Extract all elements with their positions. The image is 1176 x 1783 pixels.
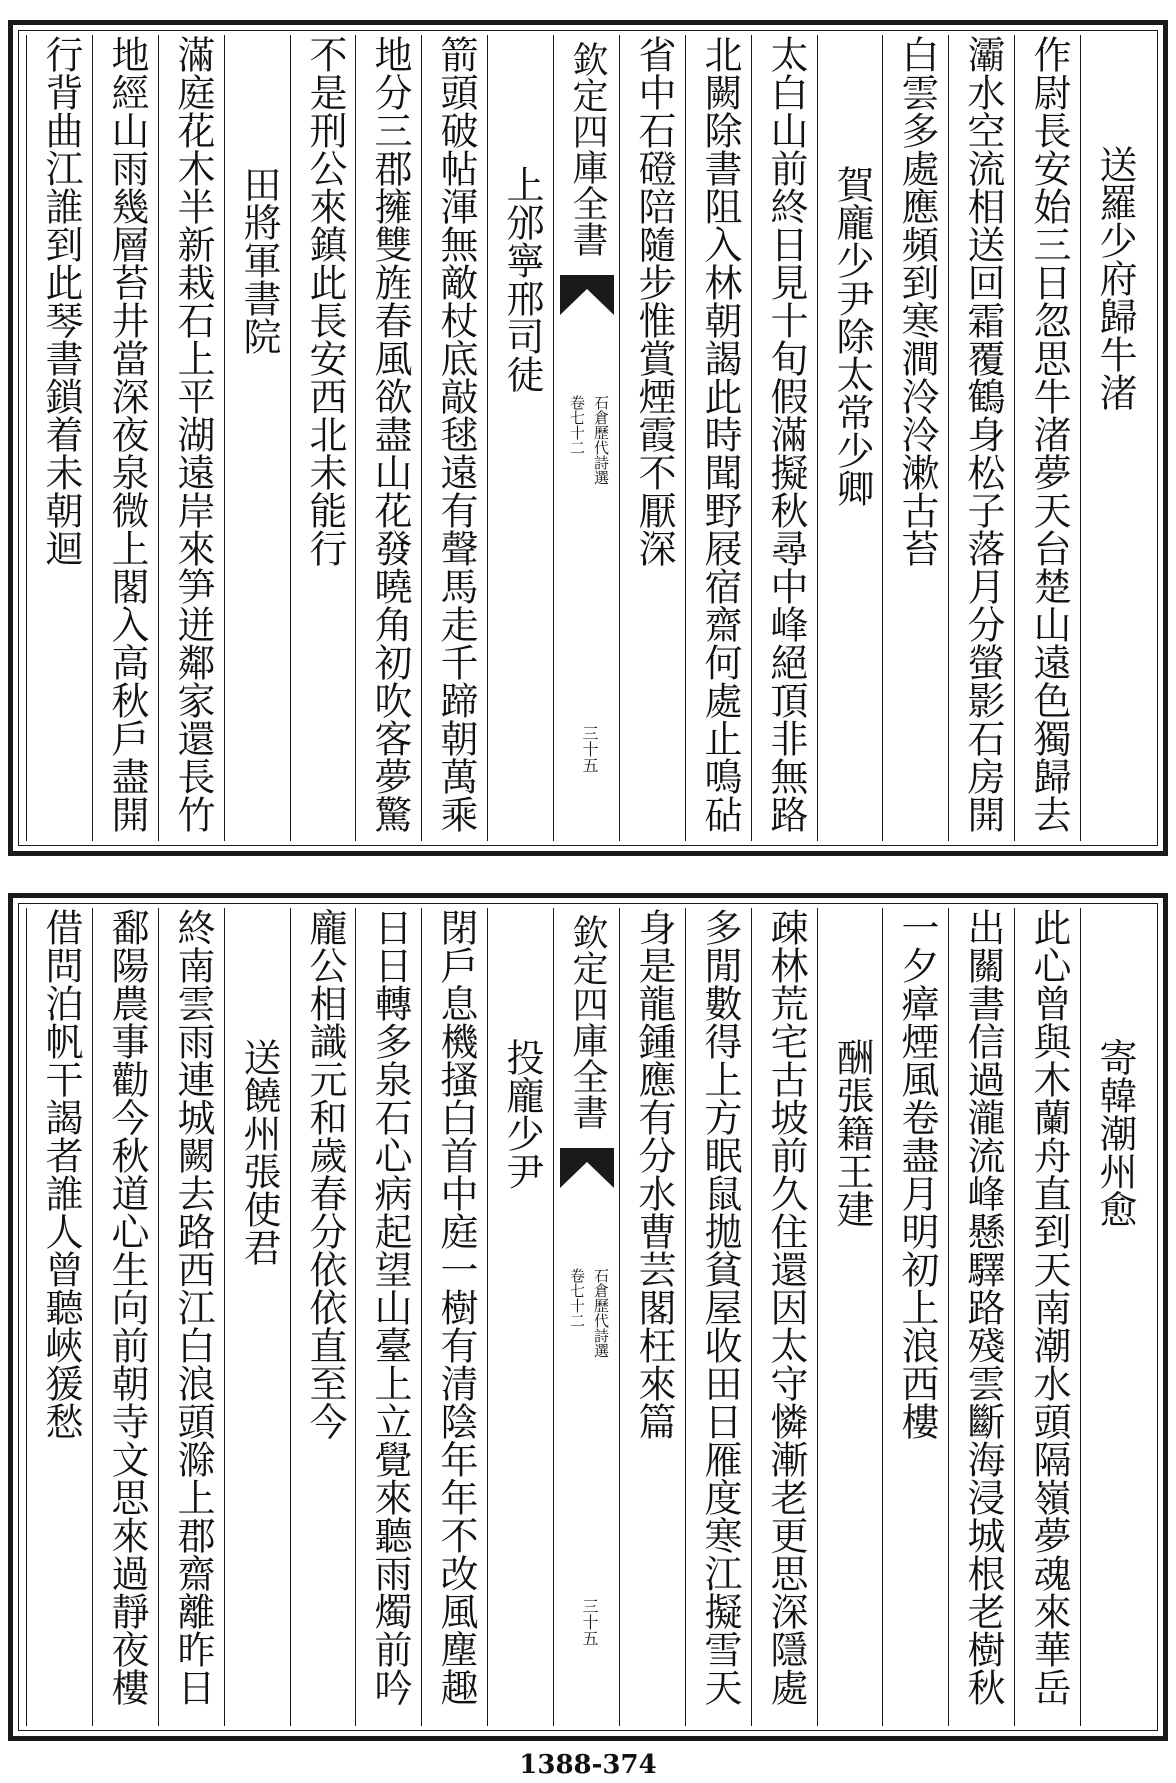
strip-volume: 卷七十二 [568,1268,586,1328]
poem-line: 灞水空流相送回霜覆鶴身松子落月分螢影石房開 [961,35,1005,833]
poem-title: 賀龐少尹除太常少卿 [830,165,874,507]
poem-line: 龐公相識元和歲春分依依直至今 [303,908,347,1440]
poem-line: 太白山前終日見十旬假滿擬秋尋中峰絕頂非無路 [764,35,808,833]
poem-line: 作尉長安始三日忽思牛渚夢天台楚山遠色獨歸去 [1027,35,1071,833]
poem-line: 白雲多處應頻到寒澗泠泠漱古苔 [895,35,939,567]
top-page [8,20,1168,856]
poem-line: 出關書信過瀧流峰懸驛路殘雲斷海浸城根老樹秋 [961,908,1005,1706]
footer-page-number: 1388-374 [519,1750,657,1780]
poem-line: 省中石磴陪隨步惟賞煙霞不厭深 [632,35,676,567]
strip-title: 欽定四庫全書 [567,41,608,257]
poem-line: 借問泊帆干謁者誰人曾聽峽猨愁 [39,908,83,1440]
poem-line: 身是龍鍾應有分水曹芸閣枉來篇 [632,908,676,1440]
strip-book-name: 石倉歷代詩選 [592,1268,610,1358]
poem-line: 地分三郡擁雙旌春風欲盡山花發曉角初吹客夢驚 [368,35,412,833]
fish-tail-mark-icon [560,275,614,315]
poem-line: 鄱陽農事勸今秋道心生向前朝寺文思來過靜夜樓 [105,908,149,1706]
strip-book-name: 石倉歷代詩選 [592,395,610,485]
poem-line: 北闕除書阻入林朝謁此時聞野屐宿齋何處止鳴砧 [698,35,742,833]
center-strip [556,908,620,1726]
poem-line: 疎林荒宅古坡前久住還因太守憐漸老更思深隱處 [764,908,808,1706]
poem-line: 行背曲江誰到此琴書鎖着未朝迴 [39,35,83,567]
center-strip [556,35,620,841]
poem-line: 一夕瘴煙風卷盡月明初上浪西樓 [895,908,939,1440]
poem-line: 地經山雨幾層苔井當深夜泉微上閣入高秋戶盡開 [105,35,149,833]
strip-page-number: 三十五 [580,725,599,773]
strip-title: 欽定四庫全書 [567,914,608,1130]
poem-line: 此心曾與木蘭舟直到天南潮水頭隔嶺夢魂來華岳 [1027,908,1071,1706]
bottom-page [8,893,1168,1741]
poem-line: 多閒數得上方眠鼠拋貧屋收田日雁度寒江擬雪天 [698,908,742,1706]
strip-page-number: 三十五 [580,1598,599,1646]
poem-title: 上邠寧邢司徒 [500,165,544,393]
poem-line: 日日轉多泉石心病起望山臺上立覺來聽雨燭前吟 [368,908,412,1706]
poem-title: 田將軍書院 [237,165,281,355]
strip-volume: 卷七十二 [568,395,586,455]
poem-line: 不是刑公來鎮此長安西北未能行 [303,35,347,567]
poem-line: 滿庭花木半新栽石上平湖遠岸來笋迸鄰家還長竹 [171,35,215,833]
poem-title: 送羅少府歸牛渚 [1093,145,1137,411]
poem-line: 箭頭破帖渾無敵杖底敲毬遠有聲馬走千蹄朝萬乘 [434,35,478,833]
poem-title: 送饒州張使君 [237,1038,281,1266]
fish-tail-mark-icon [560,1148,614,1188]
poem-line: 終南雲雨連城闕去路西江白浪頭滁上郡齋離昨日 [171,908,215,1706]
poem-title: 投龐少尹 [500,1038,544,1190]
poem-line: 閉戶息機搔白首中庭一樹有清陰年年不改風塵趣 [434,908,478,1706]
poem-title: 寄韓潮州愈 [1093,1038,1137,1228]
poem-title: 酬張籍王建 [830,1038,874,1228]
